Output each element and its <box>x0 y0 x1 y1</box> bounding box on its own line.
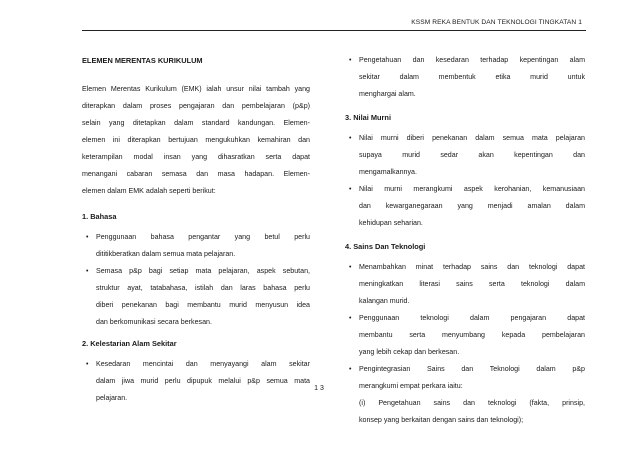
heading-nilai-murni: 3. Nilai Murni <box>345 113 391 122</box>
right-column <box>345 52 585 429</box>
text-line: selain yang ditetapkan dalam standard kandungan. Elemen- <box>82 119 310 127</box>
text-line: menangani cabaran semasa dan masa hadapan. Elemen- <box>82 170 310 178</box>
bullet-item <box>345 259 585 310</box>
text-line: pelajaran. <box>96 394 128 402</box>
bullet-item <box>345 181 585 232</box>
page-number: 1 3 <box>314 385 324 392</box>
text-line: elemen dalam EMK adalah seperti berikut: <box>82 187 216 195</box>
bullet-icon: • <box>86 268 89 275</box>
bullet-item <box>82 356 310 407</box>
bullet-item <box>345 310 585 361</box>
text-line: Menambahkan minat terhadap sains dan teknologi dapat <box>359 263 585 271</box>
bullet-item <box>82 263 310 331</box>
bullet-icon: • <box>349 315 352 322</box>
text-line: Nilai murni merangkumi aspek kerohanian, kemanusiaan <box>359 185 585 193</box>
text-line: diberi penekanan bagi membantu murid menyusun idea <box>96 301 310 309</box>
text-line: konsep yang berkaitan dengan sains dan teknologi); <box>359 416 524 424</box>
header-rule <box>82 30 586 31</box>
bullet-icon: • <box>349 264 352 271</box>
bullet-icon: • <box>86 234 89 241</box>
text-line: keterampilan modal insan yang dihasratkan serta dapat <box>82 153 310 161</box>
text-line: Nilai murni diberi penekanan dalam semua mata pelajaran <box>359 134 585 142</box>
text-line: Penggunaan bahasa pengantar yang betul perlu <box>96 233 310 241</box>
bullet-item <box>82 229 310 263</box>
sub-items <box>345 395 585 429</box>
text-line: (i) Pengetahuan sains dan teknologi (fakta, prinsip, <box>359 399 585 407</box>
heading-kelestarian: 2. Kelestarian Alam Sekitar <box>82 339 177 348</box>
bullet-icon: • <box>349 135 352 142</box>
section-title: ELEMEN MERENTAS KURIKULUM <box>82 56 203 65</box>
intro-paragraph <box>82 81 310 200</box>
sains-bullets <box>345 259 585 395</box>
nilai-bullets <box>345 130 585 232</box>
alam-bullets <box>345 52 585 103</box>
text-line: dan kewarganegaraan yang menjadi amalan dalam <box>359 202 585 210</box>
text-line: membantu serta menyumbang kepada pembelajaran <box>359 331 585 339</box>
text-line: sekitar dalam membentuk etika murid untuk <box>359 73 585 81</box>
bullet-item <box>345 130 585 181</box>
sub-list-item <box>345 395 585 429</box>
bahasa-bullets <box>82 229 310 331</box>
running-header: KSSM REKA BENTUK DAN TEKNOLOGI TINGKATAN 1 <box>411 19 582 26</box>
text-line: Semasa p&p bagi setiap mata pelajaran, aspek sebutan, <box>96 267 310 275</box>
text-line: dalam jiwa murid perlu dipupuk melalui p&p semua mata <box>96 377 310 385</box>
heading-sains-teknologi: 4. Sains Dan Teknologi <box>345 242 426 251</box>
text-line: Kesedaran mencintai dan menyayangi alam sekitar <box>96 360 310 368</box>
text-line: kalangan murid. <box>359 297 410 305</box>
text-line: menghargai alam. <box>359 90 416 98</box>
text-line: dan berkomunikasi secara berkesan. <box>96 318 212 326</box>
kelestarian-bullets <box>82 356 310 407</box>
bullet-icon: • <box>349 186 352 193</box>
bullet-icon: • <box>349 57 352 64</box>
text-line: diterapkan dalam proses pengajaran dan pembelajaran (p&p) <box>82 102 310 110</box>
left-column <box>82 52 310 407</box>
text-line: supaya murid sedar akan kepentingan dan <box>359 151 585 159</box>
bullet-icon: • <box>86 361 89 368</box>
text-line: elemen ini diterapkan bertujuan mengukuhkan kemahiran dan <box>82 136 310 144</box>
bullet-item <box>345 52 585 103</box>
text-line: mengamalkannya. <box>359 168 417 176</box>
bullet-icon: • <box>349 366 352 373</box>
text-line: Pengintegrasian Sains dan Teknologi dalam p&p <box>359 365 585 373</box>
text-line: merangkumi empat perkara iaitu: <box>359 382 463 390</box>
text-line: dititikberatkan dalam semua mata pelajaran. <box>96 250 236 258</box>
text-line: Penggunaan teknologi dalam pengajaran dapat <box>359 314 585 322</box>
text-line: Elemen Merentas Kurikulum (EMK) ialah unsur nilai tambah yang <box>82 85 310 93</box>
heading-bahasa: 1. Bahasa <box>82 212 117 221</box>
text-line: Pengetahuan dan kesedaran terhadap kepentingan alam <box>359 56 585 64</box>
text-line: meningkatkan literasi sains serta teknologi dalam <box>359 280 585 288</box>
text-line: kehidupan seharian. <box>359 219 423 227</box>
text-line: yang lebih cekap dan berkesan. <box>359 348 460 356</box>
text-line: struktur ayat, tatabahasa, istilah dan laras bahasa perlu <box>96 284 310 292</box>
